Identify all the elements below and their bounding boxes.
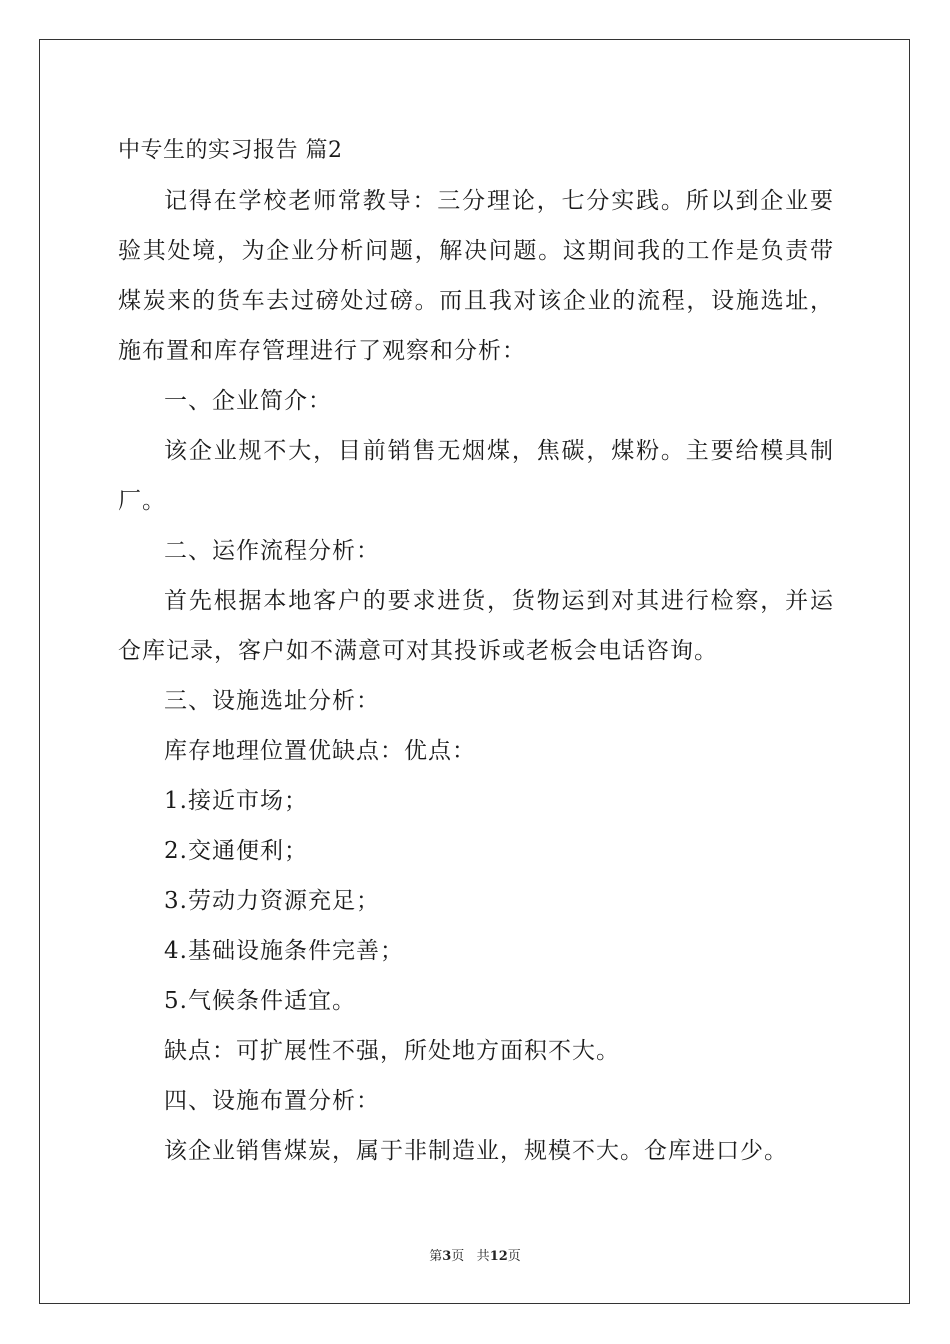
footer-total-unit: 页 <box>507 1249 521 1264</box>
list-item: 1.接近市场； <box>164 788 308 814</box>
list-item: 2.交通便利； <box>164 838 308 864</box>
paragraph-line: 首先根据本地客户的要求进货，货物运到对其进行检察，并运 <box>164 588 834 614</box>
paragraph-line: 库存地理位置优缺点：优点： <box>164 738 476 764</box>
page-footer <box>0 1245 950 1264</box>
paragraph-line: 施布置和库存管理进行了观察和分析： <box>118 338 526 364</box>
footer-prefix: 第 <box>429 1249 443 1264</box>
document-body <box>118 126 834 1176</box>
list-item: 5.气候条件适宜。 <box>164 988 356 1014</box>
footer-total-prefix: 共 <box>476 1249 490 1264</box>
paragraph-line: 该企业规不大，目前销售无烟煤，焦碳，煤粉。主要给模具制 <box>164 438 834 464</box>
section-heading: 二、运作流程分析： <box>164 538 380 564</box>
paragraph-line: 缺点：可扩展性不强，所处地方面积不大。 <box>164 1038 620 1064</box>
footer-page-number: 3 <box>442 1249 452 1264</box>
paragraph-line: 该企业销售煤炭，属于非制造业，规模不大。仓库进口少。 <box>164 1138 788 1164</box>
paragraph-line: 仓库记录，客户如不满意可对其投诉或老板会电话咨询。 <box>118 638 718 664</box>
list-item: 3.劳动力资源充足； <box>164 888 380 914</box>
section-heading: 四、设施布置分析： <box>164 1088 380 1114</box>
list-item: 4.基础设施条件完善； <box>164 938 404 964</box>
footer-total-pages: 12 <box>489 1249 508 1264</box>
paragraph-line: 记得在学校老师常教导：三分理论，七分实践。所以到企业要 <box>164 188 834 214</box>
paragraph-line: 验其处境，为企业分析问题，解决问题。这期间我的工作是负责带 <box>118 238 834 264</box>
section-heading: 三、设施选址分析： <box>164 688 380 714</box>
document-title: 中专生的实习报告 篇2 <box>118 138 343 163</box>
section-heading: 一、企业简介： <box>164 388 332 414</box>
paragraph-line: 煤炭来的货车去过磅处过磅。而且我对该企业的流程，设施选址， <box>118 288 834 314</box>
footer-page-unit: 页 <box>451 1249 465 1264</box>
paragraph-line: 厂。 <box>118 488 166 514</box>
